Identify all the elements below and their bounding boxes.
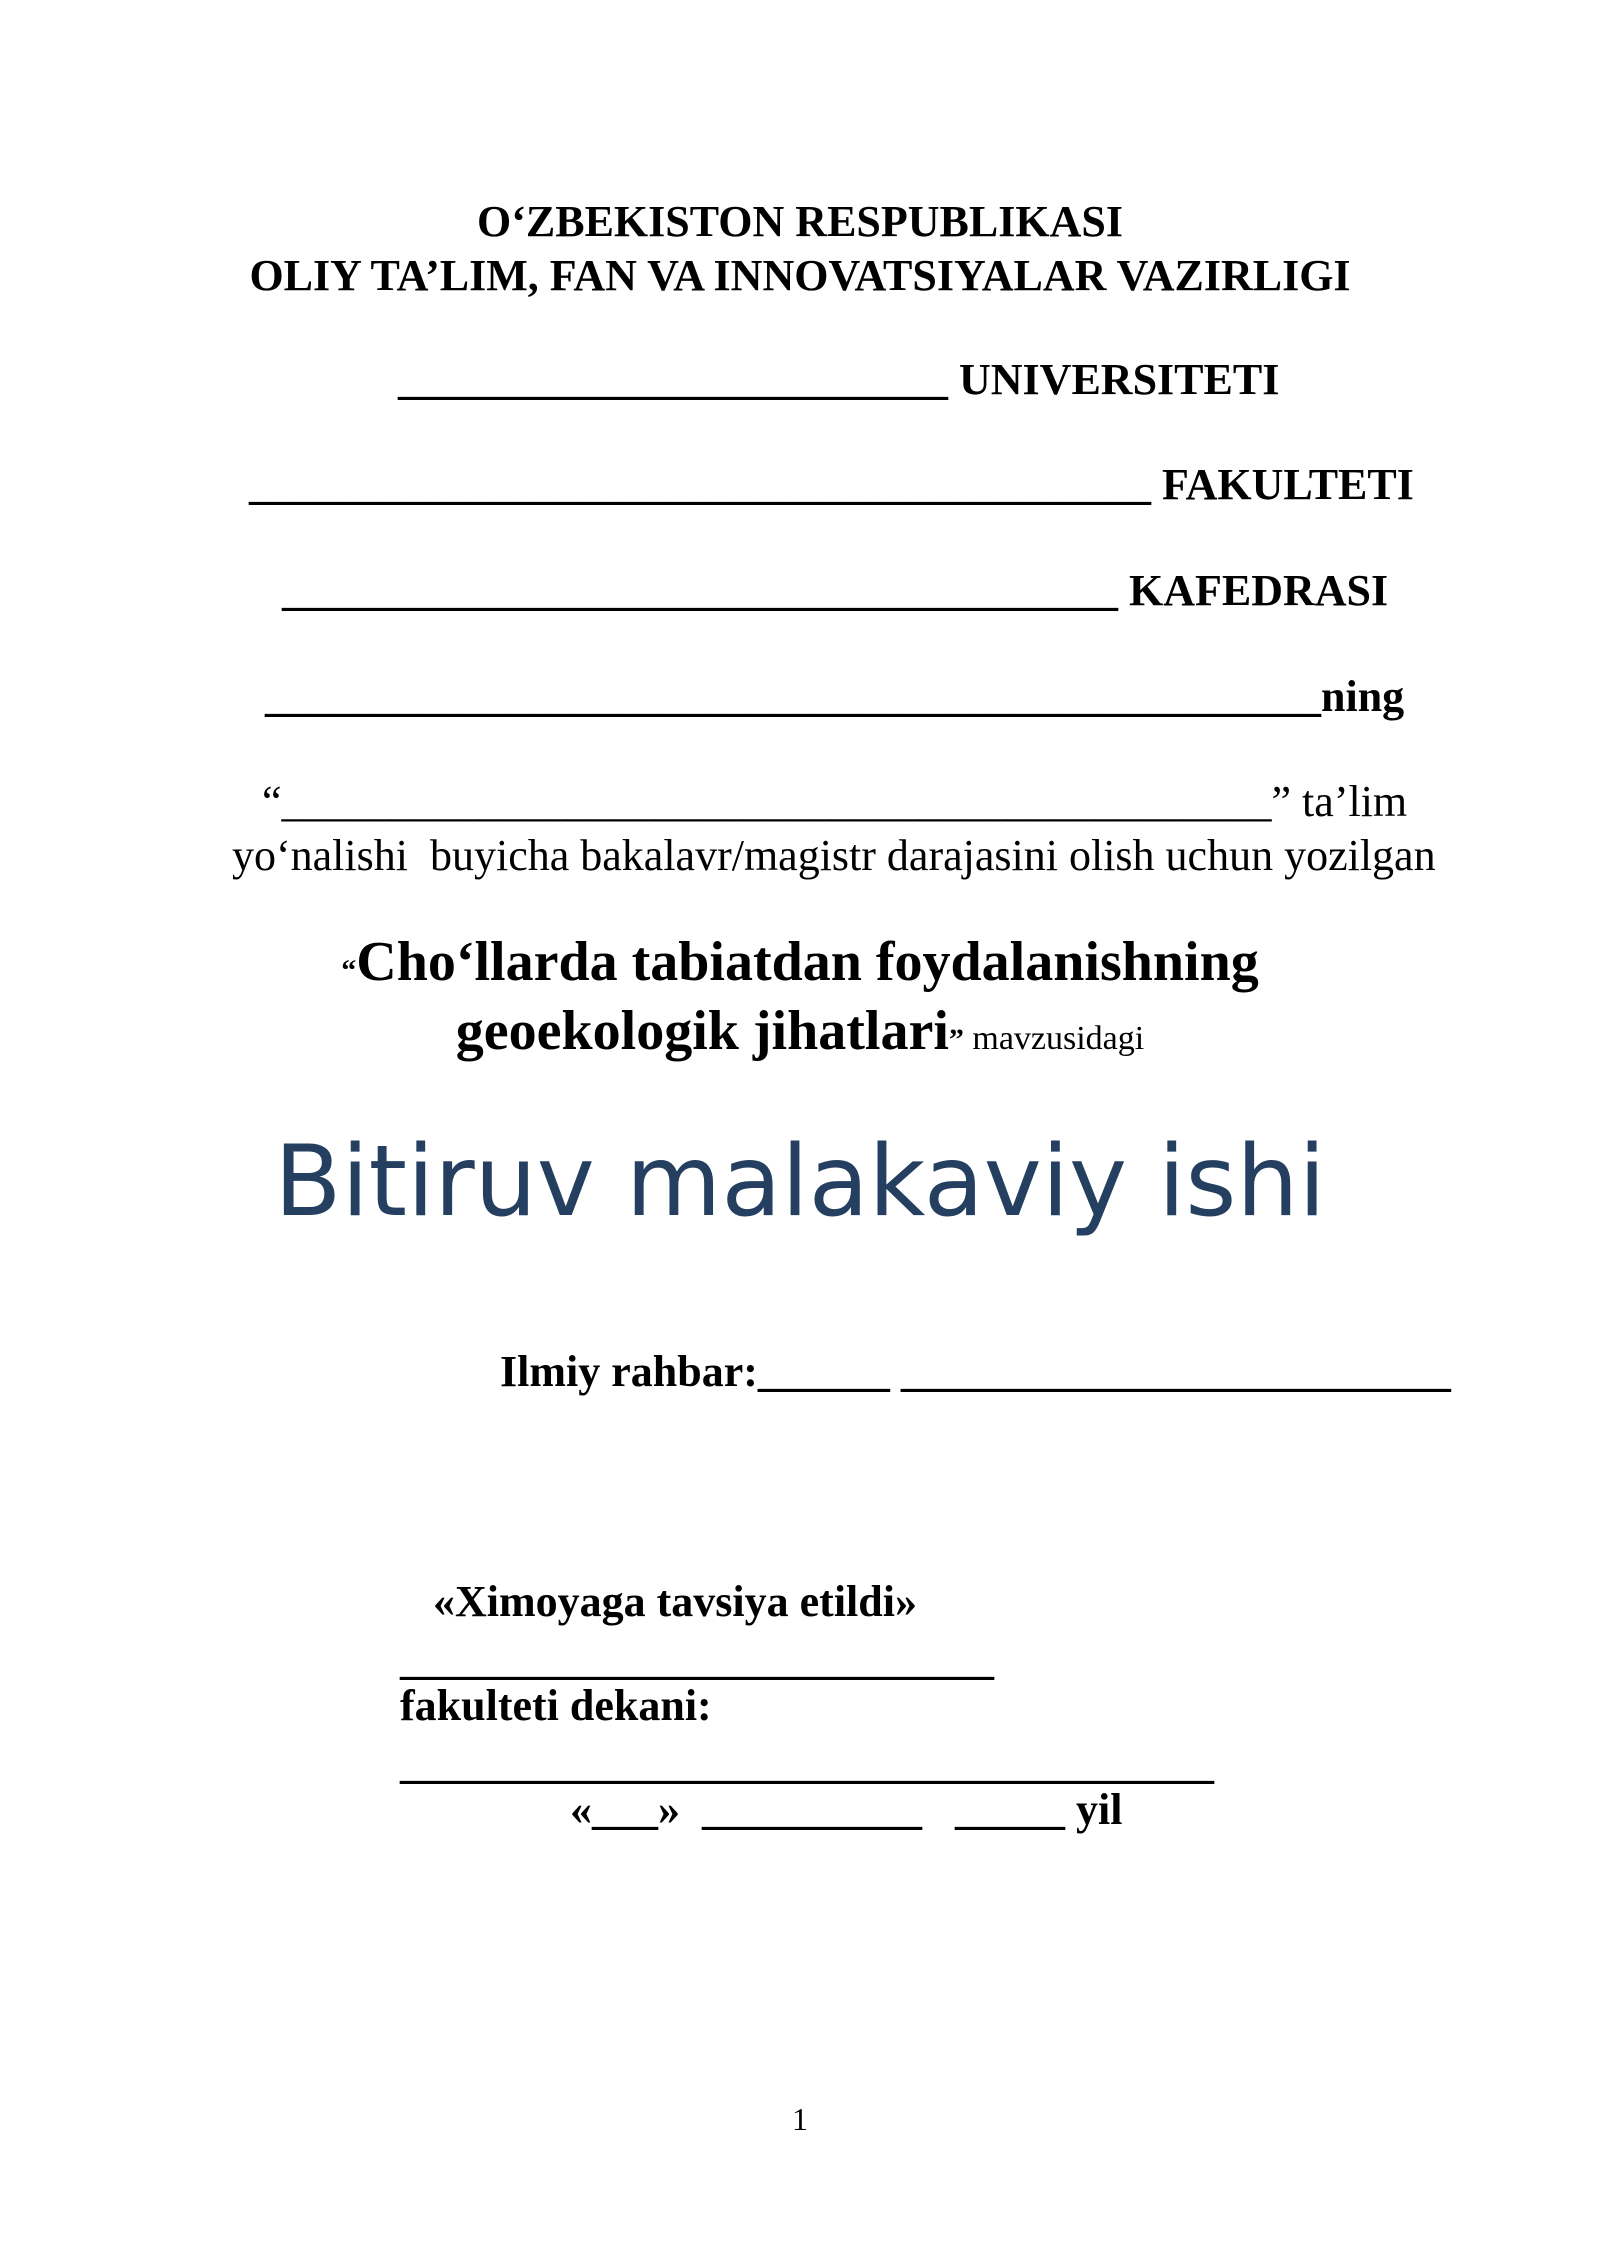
ministry-header-line2: OLIY TA’LIM, FAN VA INNOVATSIYALAR VAZIRLIGI bbox=[249, 251, 1351, 300]
topic-line2 bbox=[0, 1000, 1600, 1062]
topic-line1 bbox=[0, 931, 1600, 993]
dean-label: fakulteti dekani: bbox=[400, 1681, 712, 1730]
direction-line2: yo‘nalishi buyicha bakalavr/magistr darajasini olish uchun yozilgan bbox=[232, 831, 1436, 880]
topic-title-part1: Cho‘llarda tabiatdan foydalanishning bbox=[356, 931, 1259, 993]
dean-signature-line: _____________________________________ bbox=[400, 1739, 1214, 1788]
direction-line1: “_____________________________________________” ta’lim bbox=[262, 777, 1408, 826]
faculty-blank-line: ___________________________ bbox=[400, 1635, 994, 1684]
university-field: _________________________ UNIVERSITETI bbox=[398, 355, 1280, 404]
date-field: «___» __________ _____ yil bbox=[570, 1785, 1123, 1834]
student-name-field: ________________________________________________ning bbox=[265, 672, 1405, 721]
faculty-field: _________________________________________ FAKULTETI bbox=[249, 460, 1414, 509]
topic-close-quote: ” bbox=[948, 1023, 964, 1056]
page-number: 1 bbox=[792, 2101, 808, 2137]
ministry-header-line1: O‘ZBEKISTON RESPUBLIKASI bbox=[477, 197, 1123, 246]
supervisor-field: Ilmiy rahbar:______ _________________________ bbox=[500, 1347, 1451, 1396]
document-type-title: Bitiruv malakaviy ishi bbox=[274, 1125, 1326, 1239]
topic-open-quote: “ bbox=[341, 954, 357, 987]
department-field: ______________________________________ KAFEDRASI bbox=[282, 566, 1389, 615]
topic-suffix: mavzusidagi bbox=[963, 1020, 1145, 1057]
defense-recommendation: «Ximoyaga tavsiya etildi» bbox=[433, 1577, 917, 1626]
topic-title-part2: geoekologik jihatlari bbox=[455, 1000, 949, 1062]
